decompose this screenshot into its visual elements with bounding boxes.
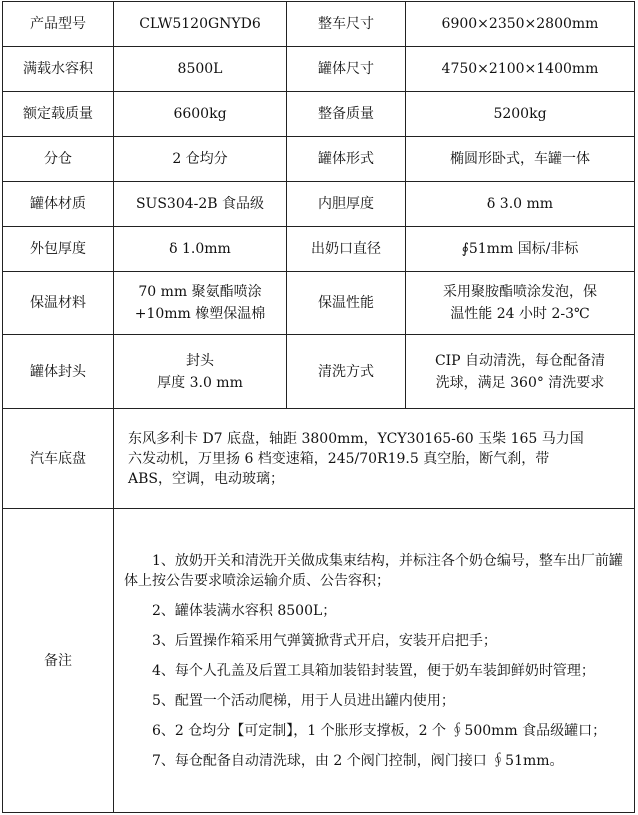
label-curb-weight: 整备质量	[287, 92, 406, 137]
table-row	[3, 2, 635, 47]
label-rated-load: 额定载质量	[3, 92, 114, 137]
table-row-chassis	[3, 409, 635, 509]
table-row	[3, 335, 635, 409]
table-row	[3, 92, 635, 137]
insulation-material-line: +10mm 橡塑保温棉	[134, 306, 266, 322]
table-row	[3, 272, 635, 335]
chassis-line: ABS，空调，电动玻璃；	[128, 470, 284, 487]
label-tank-material: 罐体材质	[3, 182, 114, 227]
label-tank-size: 罐体尺寸	[287, 47, 406, 92]
value-tank-size: 4750×2100×1400mm	[406, 47, 635, 92]
table-row	[3, 227, 635, 272]
label-chassis: 汽车底盘	[3, 409, 114, 509]
insulation-performance-line: 采用聚胺酯喷涂发泡，保	[443, 284, 597, 300]
value-insulation-performance	[406, 272, 635, 335]
label-notes: 备注	[3, 509, 114, 813]
value-chassis	[114, 409, 635, 509]
note-item: 3、后置操作箱采用气弹簧掀背式开启，安装开启把手；	[152, 632, 497, 649]
table-row	[3, 182, 635, 227]
value-insulation-material	[114, 272, 287, 335]
value-outlet-diameter: ∮51mm 国标/非标	[406, 227, 635, 272]
value-water-volume: 8500L	[114, 47, 287, 92]
note-item: 1、放奶开关和清洗开关做成集束结构，并标注各个奶仓编号，整车出厂前罐体上按公告要求喷涂运输介质、公告容积；	[124, 552, 623, 589]
insulation-material-line: 70 mm 聚氨酯喷涂	[138, 284, 262, 300]
label-water-volume: 满载水容积	[3, 47, 114, 92]
value-tank-material: SUS304-2B 食品级	[114, 182, 287, 227]
value-model: CLW5120GNYD6	[114, 2, 287, 47]
label-tank-form: 罐体形式	[287, 137, 406, 182]
value-cladding-thickness: δ 1.0mm	[114, 227, 287, 272]
value-cleaning-method	[406, 335, 635, 409]
note-item: 2、罐体装满水容积 8500L；	[152, 602, 337, 619]
label-cleaning-method: 清洗方式	[287, 335, 406, 409]
note-item: 4、每个人孔盖及后置工具箱加装铅封装置，便于奶车装卸鲜奶时管理；	[152, 662, 595, 679]
notes-list	[114, 509, 635, 813]
label-tank-head: 罐体封头	[3, 335, 114, 409]
label-insulation-material: 保温材料	[3, 272, 114, 335]
label-outlet-diameter: 出奶口直径	[287, 227, 406, 272]
cleaning-method-line: 洗球，满足 360° 清洗要求	[435, 374, 605, 391]
label-vehicle-size: 整车尺寸	[287, 2, 406, 47]
value-compartments: 2 仓均分	[114, 137, 287, 182]
note-item: 7、每仓配备自动清洗球，由 2 个阀门控制，阀门接口 ∮51mm。	[152, 752, 564, 769]
label-compartments: 分仓	[3, 137, 114, 182]
label-cladding-thickness: 外包厚度	[3, 227, 114, 272]
table-row	[3, 137, 635, 182]
table-row	[3, 47, 635, 92]
label-liner-thickness: 内胆厚度	[287, 182, 406, 227]
tank-head-line: 厚度 3.0 mm	[157, 374, 243, 391]
value-vehicle-size: 6900×2350×2800mm	[406, 2, 635, 47]
insulation-performance-line: 温性能 24 小时 2-3℃	[450, 306, 590, 322]
cleaning-method-line: CIP 自动清洗，每仓配备清	[434, 352, 606, 369]
tank-head-line: 封头	[186, 352, 214, 369]
spec-table	[2, 1, 635, 813]
chassis-line: 东风多利卡 D7 底盘，轴距 3800mm，YCY30165-60 玉柴 165 马力国	[128, 430, 584, 447]
value-curb-weight: 5200kg	[406, 92, 635, 137]
value-rated-load: 6600kg	[114, 92, 287, 137]
value-tank-form: 椭圆形卧式，车罐一体	[406, 137, 635, 182]
value-liner-thickness: δ 3.0 mm	[406, 182, 635, 227]
label-insulation-performance: 保温性能	[287, 272, 406, 335]
table-row-notes	[3, 509, 635, 813]
value-tank-head	[114, 335, 287, 409]
note-item: 5、配置一个活动爬梯，用于人员进出罐内使用；	[152, 692, 455, 709]
label-model: 产品型号	[3, 2, 114, 47]
note-item: 6、2 仓均分【可定制】，1 个胀形支撑板，2 个 ∮500mm 食品级罐口；	[152, 722, 607, 739]
chassis-line: 六发动机，万里扬 6 档变速箱，245/70R19.5 真空胎，断气刹，带	[128, 450, 550, 467]
